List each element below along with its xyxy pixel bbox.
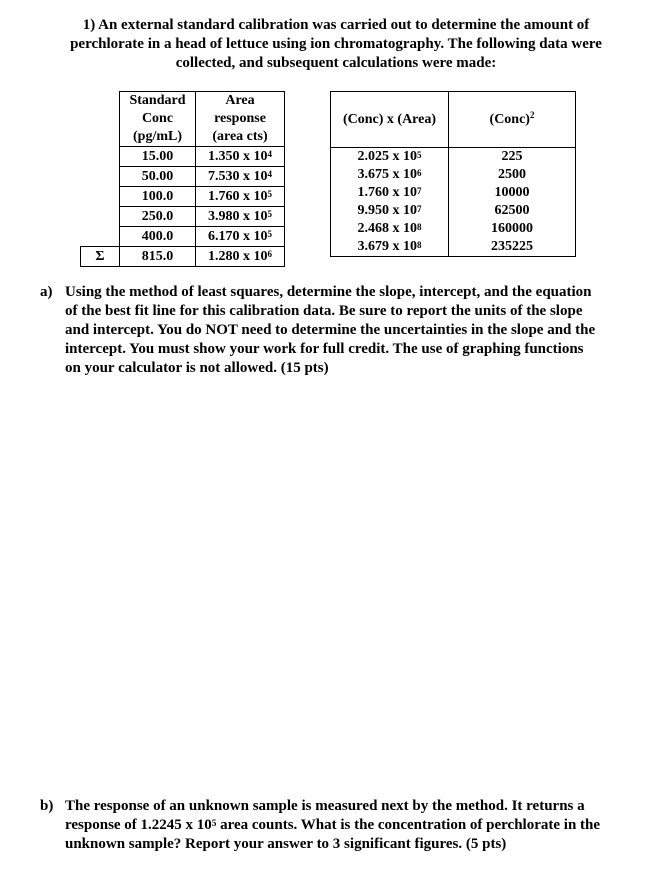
table-row	[331, 166, 576, 184]
problem-intro	[30, 16, 642, 73]
product-cell: 9.950 x $10^7$	[331, 202, 449, 220]
question-label: b)	[40, 798, 54, 814]
product-cell: 2.468 x $10^8$	[331, 220, 449, 238]
table-row	[81, 207, 285, 227]
table-row	[331, 148, 576, 167]
conc-cell: 400.0	[120, 227, 196, 247]
table-row	[81, 167, 285, 187]
question-label: a)	[40, 284, 53, 300]
square-cell: 160000	[449, 220, 576, 238]
table-row	[331, 184, 576, 202]
question-line: Using the method of least squares, determine the slope, intercept, and the equation	[65, 284, 592, 300]
header-line: (area cts)	[212, 129, 268, 144]
question-line: and intercept. You do NOT need to determine the uncertainties in the slope and the	[65, 322, 596, 338]
area-cell: 1.350 x $10^4$	[196, 147, 285, 167]
square-header: (Conc)$^2$	[449, 92, 576, 148]
table-row	[81, 147, 285, 167]
product-cell: 1.760 x $10^7$	[331, 184, 449, 202]
product-sum-cell: 3.679 x $10^8$	[331, 238, 449, 257]
square-cell: 62500	[449, 202, 576, 220]
question-b	[40, 797, 640, 854]
header-line: (pg/mL)	[133, 129, 182, 144]
conc-cell: 100.0	[120, 187, 196, 207]
conc-header	[120, 92, 196, 147]
header-line: Standard	[129, 93, 186, 108]
question-text	[65, 797, 640, 854]
area-sum-cell: 1.280 x $10^6$	[196, 247, 285, 267]
square-cell: 10000	[449, 184, 576, 202]
table-header-row	[81, 92, 285, 147]
question-text	[65, 283, 640, 378]
area-cell: 6.170 x $10^5$	[196, 227, 285, 247]
table-row	[331, 202, 576, 220]
area-cell: 3.980 x $10^5$	[196, 207, 285, 227]
conc-sum-cell: 815.0	[120, 247, 196, 267]
intro-line: perchlorate in a head of lettuce using ion chromatography. The following data were	[70, 36, 602, 52]
table-row	[331, 220, 576, 238]
question-line: unknown sample? Report your answer to 3 significant figures. (5 pts)	[65, 836, 507, 852]
conc-cell: 50.00	[120, 167, 196, 187]
calculations-table	[330, 91, 576, 257]
product-header: (Conc) x (Area)	[331, 92, 449, 148]
calibration-data-table	[80, 91, 285, 267]
intro-line: collected, and subsequent calculations were made:	[175, 55, 497, 71]
intro-line: 1) An external standard calibration was carried out to determine the amount of	[82, 17, 590, 33]
question-line: intercept. You must show your work for full credit. The use of graphing functions	[65, 341, 584, 357]
sum-row	[81, 247, 285, 267]
question-line: The response of an unknown sample is measured next by the method. It returns a	[65, 798, 585, 814]
table-row	[81, 227, 285, 247]
square-cell: 225	[449, 148, 576, 167]
table-header-row	[331, 92, 576, 148]
question-a	[40, 283, 640, 378]
header-line: Area	[225, 93, 255, 108]
sigma-symbol: Σ	[81, 247, 120, 267]
question-line: response of 1.2245 x $10^5$ area counts. What is the concentration of perchlorate in the	[65, 817, 601, 833]
question-line: on your calculator is not allowed. (15 pts)	[65, 360, 329, 376]
header-line: Conc	[141, 111, 174, 126]
product-cell: 2.025 x $10^5$	[331, 148, 449, 167]
conc-cell: 250.0	[120, 207, 196, 227]
product-cell: 3.675 x $10^6$	[331, 166, 449, 184]
header-line: response	[214, 111, 266, 126]
area-header	[196, 92, 285, 147]
table-row	[81, 187, 285, 207]
square-sum-cell: 235225	[449, 238, 576, 257]
area-cell: 7.530 x $10^4$	[196, 167, 285, 187]
question-line: of the best fit line for this calibration data. Be sure to report the units of the slope	[65, 303, 583, 319]
sum-row	[331, 238, 576, 257]
square-cell: 2500	[449, 166, 576, 184]
area-cell: 1.760 x $10^5$	[196, 187, 285, 207]
conc-cell: 15.00	[120, 147, 196, 167]
